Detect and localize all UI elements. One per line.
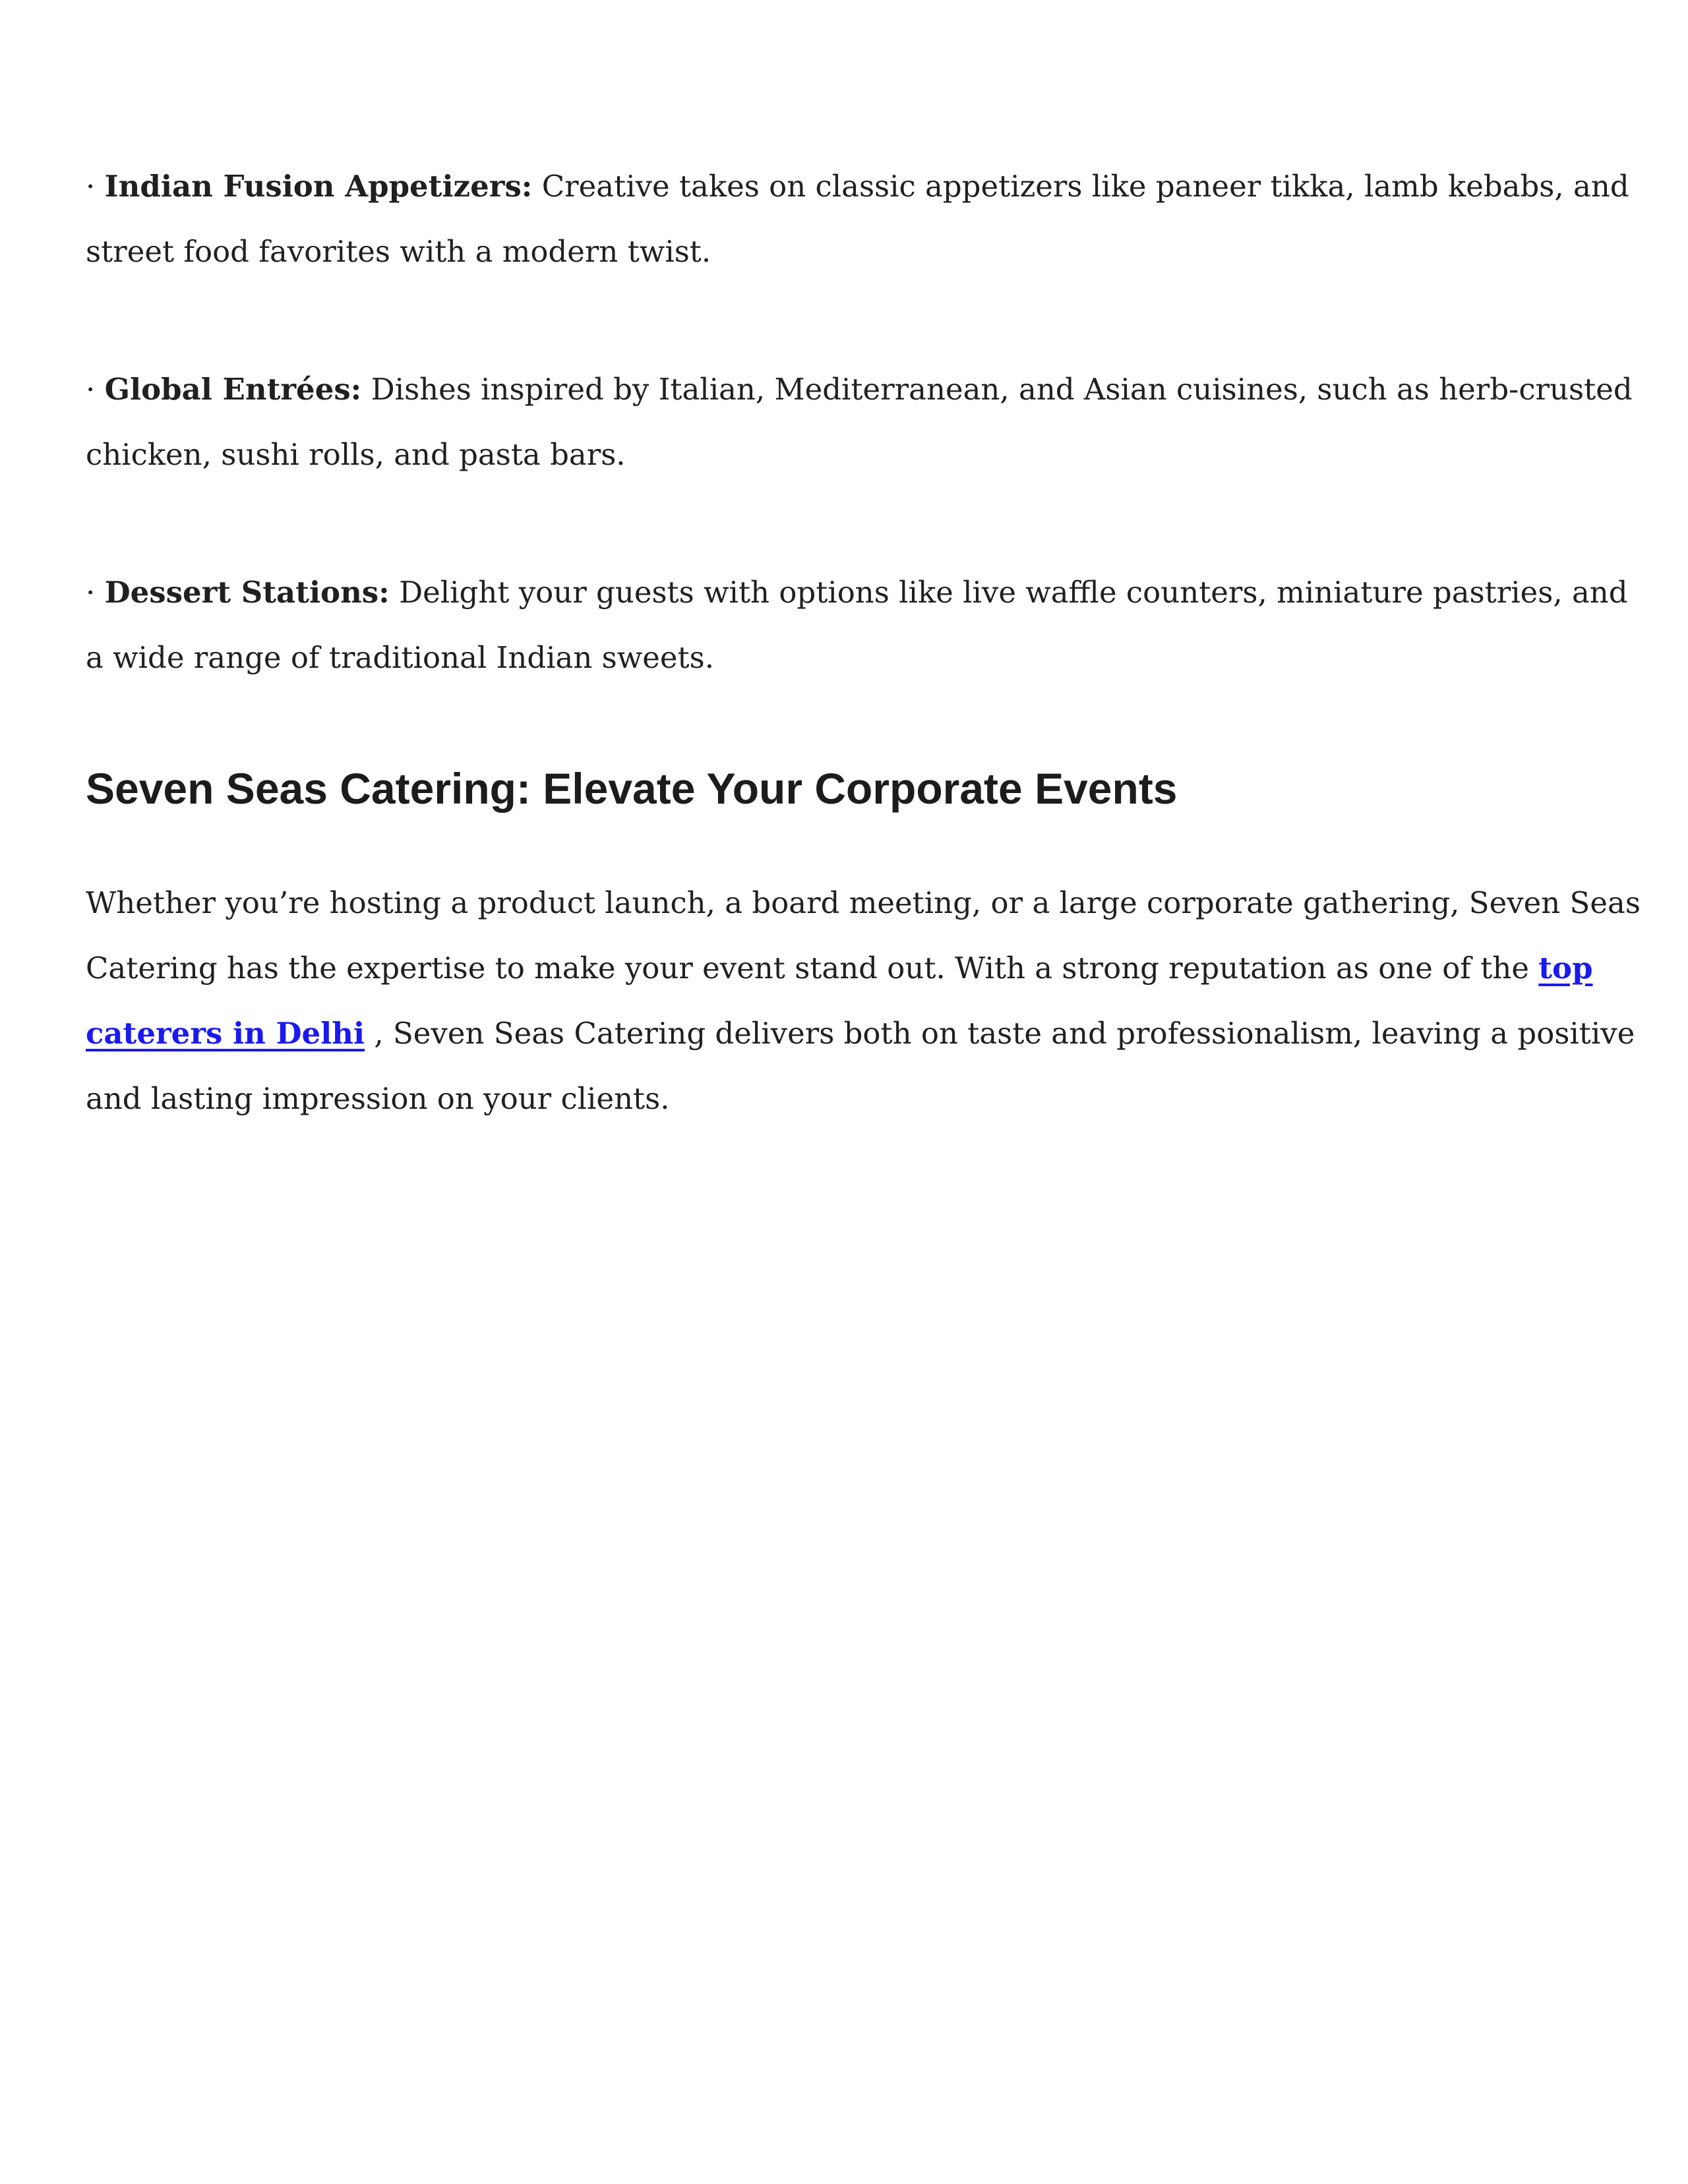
bullet-item-global-entrees xyxy=(86,357,1642,487)
top-caterers-in-delhi-link[interactable]: top caterers in Delhi xyxy=(86,951,1593,1051)
bullet-marker: · xyxy=(86,169,96,204)
bullet-label: Indian Fusion Appetizers: xyxy=(104,169,533,204)
bullet-marker: · xyxy=(86,575,96,610)
bullet-label: Global Entrées: xyxy=(104,372,362,407)
bullet-text: Dishes inspired by Italian, Mediterranean, and Asian cuisines, such as herb-crusted chicken, sushi rolls, and pasta bars. xyxy=(86,372,1633,472)
intro-text-before-link: Whether you’re hosting a product launch, a board meeting, or a large corporate gathering, Seven Seas Catering has the expertise to make your event stand out. With a strong reputation as one of the xyxy=(86,885,1641,986)
bullet-marker: · xyxy=(86,372,96,407)
bullet-item-indian-fusion-appetizers xyxy=(86,154,1642,284)
intro-text-after-link: , Seven Seas Catering delivers both on taste and professionalism, leaving a positive and lasting impression on your clients. xyxy=(86,1016,1635,1116)
bullet-text: Creative takes on classic appetizers like paneer tikka, lamb kebabs, and street food favorites with a modern twist. xyxy=(86,169,1629,269)
intro-paragraph xyxy=(86,870,1642,1131)
bullet-label: Dessert Stations: xyxy=(104,575,390,610)
bullet-item-dessert-stations xyxy=(86,560,1642,690)
section-heading: Seven Seas Catering: Elevate Your Corporate Events xyxy=(86,764,1178,813)
bullet-text: Delight your guests with options like live waffle counters, miniature pastries, and a wide range of traditional Indian sweets. xyxy=(86,575,1628,675)
